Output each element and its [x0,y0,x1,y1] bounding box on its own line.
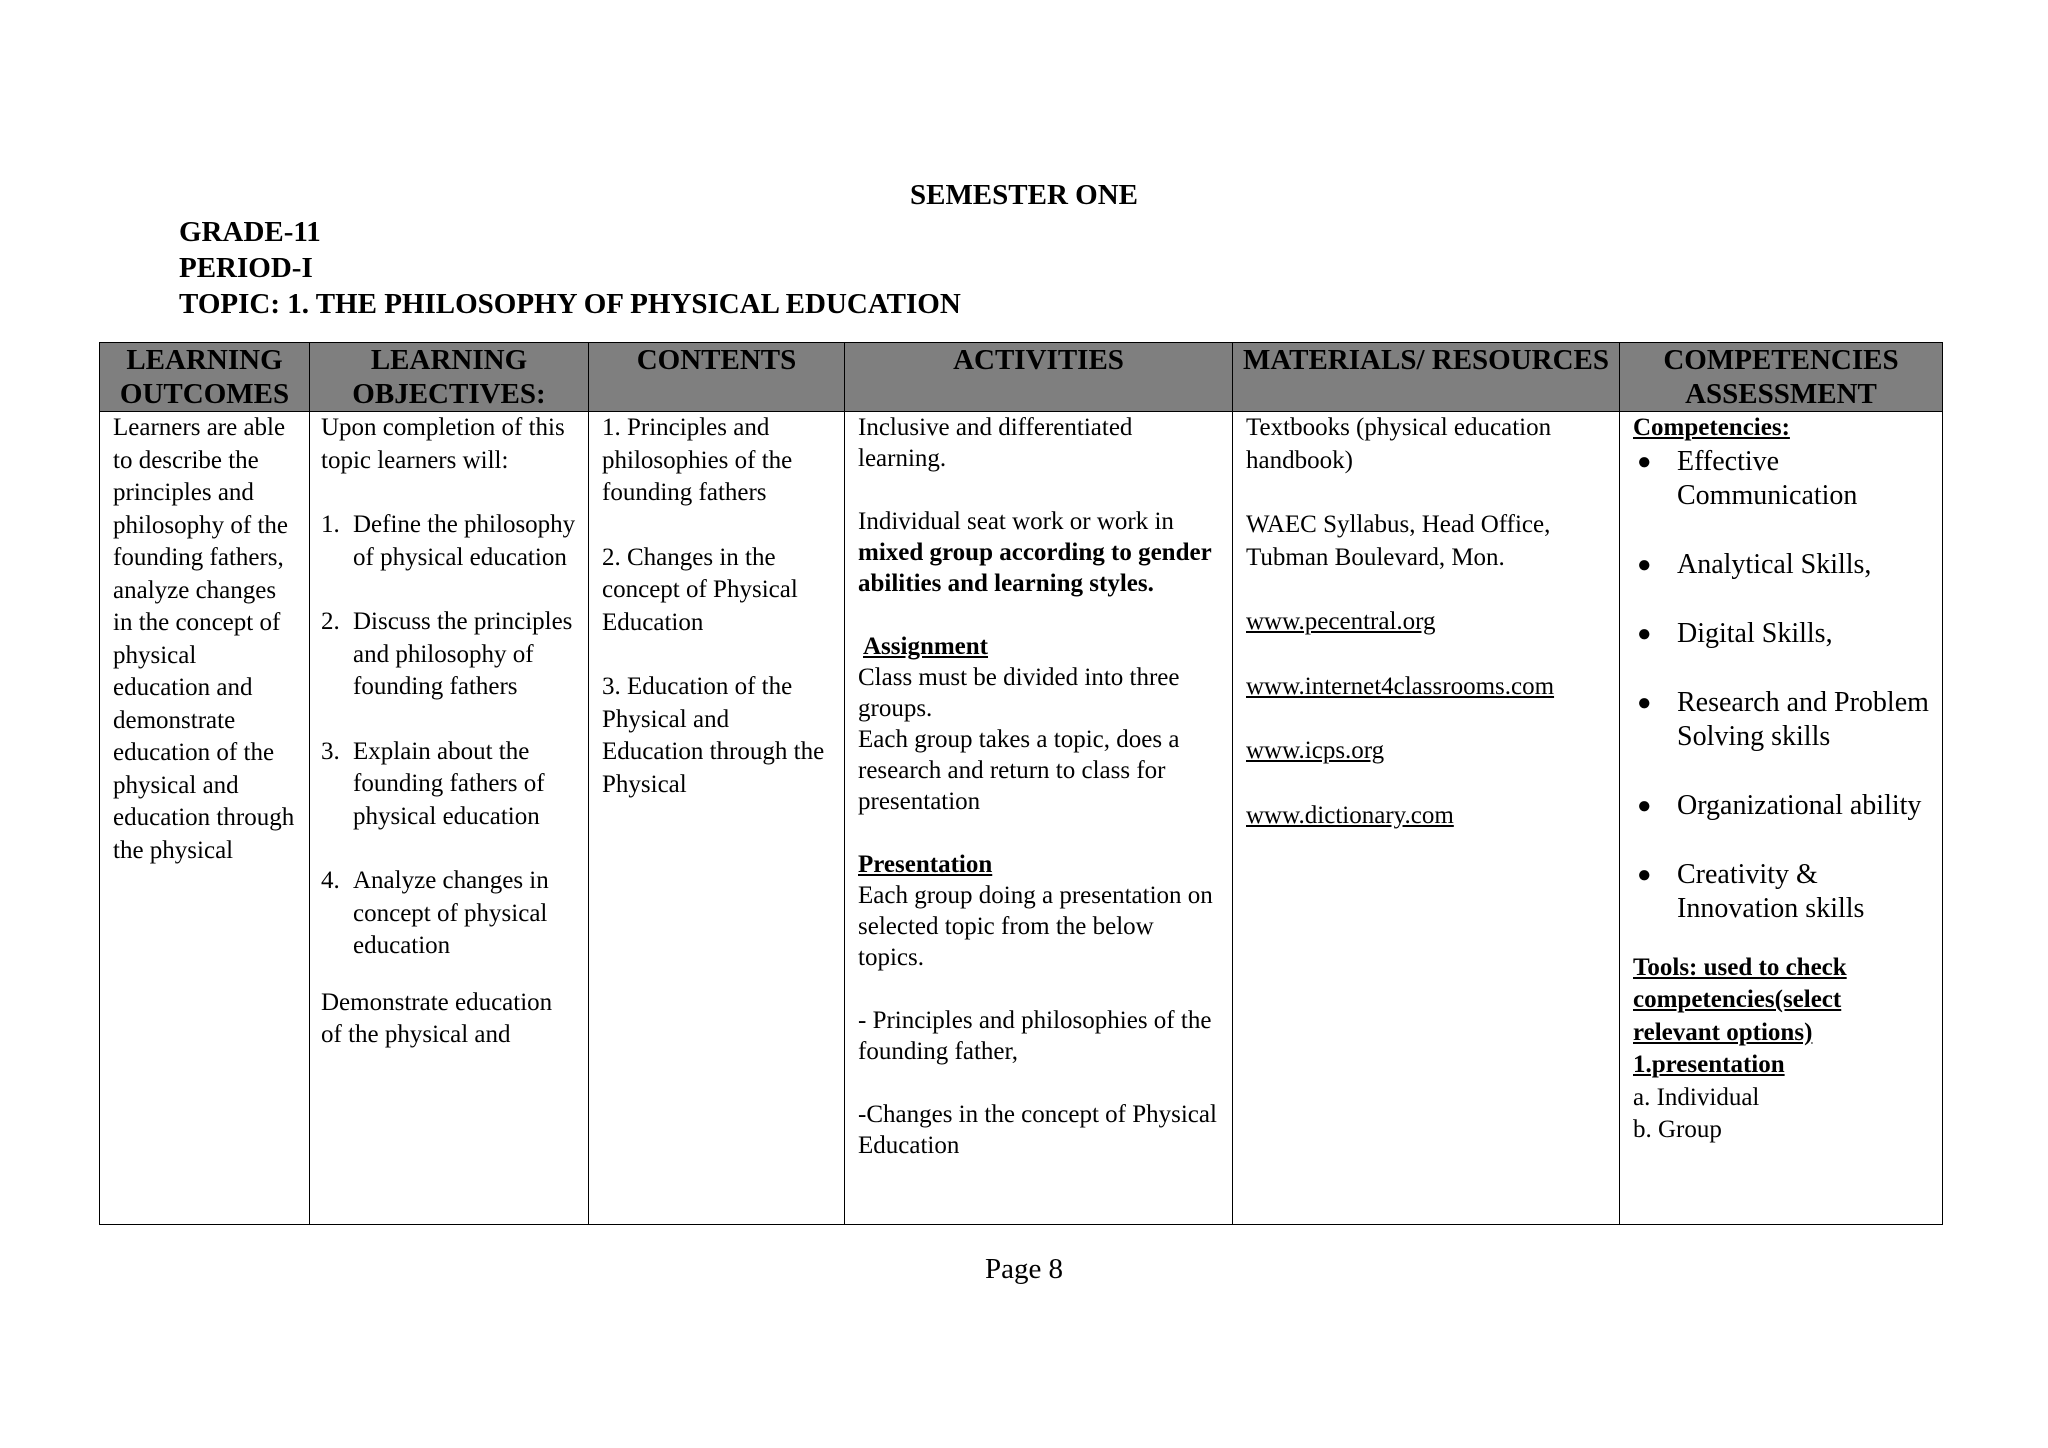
objective-text: Define the philosophy of physical education [353,511,576,571]
content-item: 2. Changes in the concept of Physical Education [602,543,798,636]
outcomes-cell [100,412,310,1225]
objective-number: 3. [321,737,340,765]
bullet-icon: ● [1637,689,1652,716]
textbooks-text: Textbooks (physical education handbook) [1246,414,1552,474]
objective-text: Explain about the founding fathers of physical education [353,737,545,830]
competency-text: Analytical Skills, [1677,548,1872,580]
competency-text: Creativity & Innovation skills [1677,858,1865,924]
outcomes-text: Learners are able to describe the principles and philosophy of the founding fathers, analyze changes in the concept of physical education and demonstrate education of the physical and education through the physical [113,414,295,864]
objectives-intro: Upon completion of this topic learners will: [321,414,565,474]
assessment-option: b. Group [1633,1116,1722,1143]
objectives-cell [310,412,589,1225]
col-header-contents: CONTENTS [589,343,845,412]
period-label: PERIOD-I [179,252,313,284]
presentation-text: Each group doing a presentation on selected topic from the below topics. [858,882,1213,971]
competency-item [1633,686,1930,754]
bullet-icon: ● [1637,620,1652,647]
resource-link[interactable]: www.internet4classrooms.com [1246,672,1555,700]
activities-cell [845,412,1233,1225]
objective-number: 4. [321,867,340,894]
competencies-cell [1620,412,1943,1225]
col-header-competencies: COMPETENCIES ASSESSMENT [1620,343,1943,412]
content-item: 3. Education of the Physical and Education through the Physical [602,673,825,798]
objectives-list [321,509,576,963]
competencies-heading: Competencies: [1633,414,1790,441]
grouping-text: Individual seat work or work in [858,508,1174,535]
presentation-topic: -Changes in the concept of Physical Education [858,1101,1217,1159]
activities-grouping [858,506,1220,599]
activities-intro: Inclusive and differentiated learning. [858,414,1133,472]
semester-title: SEMESTER ONE [909,179,1139,211]
presentation-topic: - Principles and philosophies of the founding father, [858,1007,1212,1065]
objectives-closing: Demonstrate education of the physical and [321,988,553,1048]
col-header-activities: ACTIVITIES [845,343,1233,412]
assignment-heading: Assignment [863,633,989,660]
objective-item [321,509,576,574]
col-header-materials: MATERIALS/ RESOURCES [1233,343,1620,412]
objective-item [321,606,576,704]
objective-number: 1. [321,511,340,538]
objective-item [321,736,576,834]
table-header-row [100,343,1943,412]
col-header-objectives: LEARNING OBJECTIVES: [310,343,589,412]
page-number: Page 8 [984,1253,1064,1285]
competency-text: Effective Communication [1677,445,1858,511]
assessment-option: a. Individual [1633,1083,1760,1111]
competencies-list [1633,445,1930,926]
presentation-heading: Presentation [858,851,993,878]
resource-link[interactable]: www.dictionary.com [1246,801,1454,829]
assignment-line: Each group takes a topic, does a research and return to class for presentation [858,726,1180,815]
lesson-plan-table [99,342,1943,1225]
objective-text: Analyze changes in concept of physical education [353,867,549,959]
bullet-icon: ● [1637,861,1652,888]
competency-text: Digital Skills, [1677,617,1833,649]
grade-label: GRADE-11 [179,216,321,248]
resource-link[interactable]: www.pecentral.org [1246,608,1436,635]
tools-heading: Tools: used to check competencies(select relevant options) [1633,953,1847,1046]
bullet-icon: ● [1637,792,1652,819]
competency-item [1633,548,1930,582]
objective-item [321,865,576,963]
topic-title: TOPIC: 1. THE PHILOSOPHY OF PHYSICAL EDUCATION [179,288,961,320]
competency-item [1633,789,1930,823]
competency-item [1633,445,1930,513]
grouping-emphasis: mixed group according to gender abilities and learning styles. [858,539,1212,597]
competency-item [1633,617,1930,651]
competency-item [1633,858,1930,926]
objective-number: 2. [321,608,340,635]
col-header-outcomes: LEARNING OUTCOMES [100,343,310,412]
table-row [100,412,1943,1225]
objective-text: Discuss the principles and philosophy of founding fathers [353,608,573,700]
competency-text: Research and Problem Solving skills [1677,686,1929,752]
bullet-icon: ● [1637,551,1652,578]
content-item: 1. Principles and philosophies of the founding fathers [602,414,793,506]
competency-text: Organizational ability [1677,789,1922,821]
bullet-icon: ● [1637,448,1652,475]
resource-link[interactable]: www.icps.org [1246,737,1385,764]
assignment-line: Class must be divided into three groups. [858,664,1180,722]
presentation-label: 1.presentation [1633,1051,1785,1078]
waec-text: WAEC Syllabus, Head Office, Tubman Boulevard, Mon. [1246,511,1551,571]
materials-cell [1233,412,1620,1225]
contents-cell [589,412,845,1225]
